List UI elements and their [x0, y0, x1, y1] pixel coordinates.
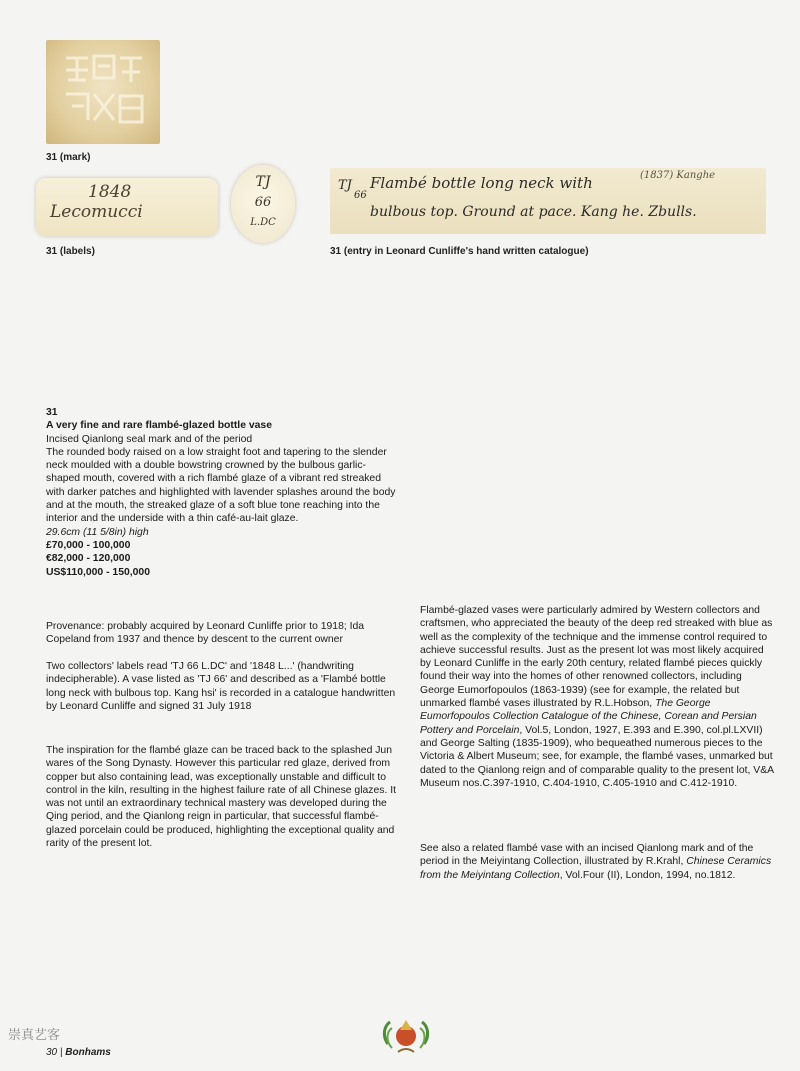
label1-line2: Lecomucci — [50, 202, 143, 222]
entry-prefix-top: TJ — [338, 178, 352, 193]
related-vase-paragraph — [420, 842, 776, 882]
related-text-a: See also a related flambé vase with an incised Qianlong mark and of the period in the Meiyintang Collection, illustrated by R.Krahl, — [420, 843, 754, 868]
lot-details — [46, 406, 398, 579]
entry-line1-right: (1837) Kanghe — [640, 170, 716, 181]
label2-line3: L.DC — [250, 217, 276, 228]
caption-mark: 31 (mark) — [46, 152, 91, 163]
collector-label-1848 — [36, 178, 218, 236]
labels-note-paragraph: Two collectors' labels read 'TJ 66 L.DC' and '1848 L...' (handwriting indecipherable). A vase listed as 'TJ 66' and described as a 'Flambé bottle long neck with bulbous top. Kang hsi' is recorded in a catalogue handwritten by Leonard Cunliffe and signed 31 July 1918 — [46, 661, 396, 712]
page-footer — [46, 1047, 111, 1058]
caption-entry: 31 (entry in Leonard Cunliffe's hand written catalogue) — [330, 246, 589, 257]
seal-glyph-icon — [58, 50, 148, 132]
related-text-b: , Vol.Four (II), London, 1994, no.1812. — [559, 869, 736, 881]
provenance-paragraph: Provenance: probably acquired by Leonard Cunliffe prior to 1918; Ida Copeland from 1937 and thence by descent to the current owner — [46, 621, 365, 646]
lot-mark: Incised Qianlong seal mark and of the period — [46, 433, 253, 445]
label2-line2: 66 — [254, 195, 272, 210]
related-book-title: Chinese Ceramics from the Meiyintang Collection — [420, 856, 772, 881]
catalogue-entry-image — [330, 168, 766, 234]
footer-brand: Bonhams — [65, 1047, 111, 1058]
collectors-text-a: Flambé-glazed vases were particularly admired by Western collectors and craftsmen, who appreciated the beauty of the deep red streaked with blue as well as the complexity of the technique and the immense control required to achieve successful results. Just as the present lot was most likely acquired by Leonard Cunliffe in the early 20th century, related flambé pieces quickly found their way into the homes of other renowned collectors, including George Eumorfopoulos (1863-1939) (see for example, the related but unmarked flambé vases illustrated by R.L.Hobson, — [420, 605, 773, 710]
inspiration-paragraph: The inspiration for the flambé glaze can be traced back to the splashed Jun wares of the Song Dynasty. However this particular red glaze, derived from copper but also containing lead, was exceptionally unstable and difficult to control in the kiln, resulting in the highest failure rate of all Chinese glazes. It was not until an extraordinary technical mastery was developed during the Qing period, and the Qianlong reign in particular, that successful flambé-glazed porcelain could be produced, highlighting the exceptional quality and rarity of the present lot. — [46, 745, 397, 850]
caption-labels: 31 (labels) — [46, 246, 95, 257]
lot-description: The rounded body raised on a low straight foot and tapering to the slender neck moulded with a double bowstring crowned by the bulbous garlic-shaped mouth, covered with a rich flambé glaze of a vibrant red streaked with darker patches and highlighted with lavender splashes around the body and at the mouth, the streaked glaze of a soft blue tone reaching into the interior and the underside with a thin café-au-lait glaze. — [46, 446, 396, 525]
estimate-gbp: £70,000 - 100,000 — [46, 539, 131, 551]
estimate-usd: US$110,000 - 150,000 — [46, 566, 150, 578]
label2-line1: TJ — [255, 174, 271, 190]
lot-dimensions: 29.6cm (11 5/8in) high — [46, 526, 149, 538]
bonhams-crest-icon — [380, 1010, 432, 1062]
collectors-paragraph — [420, 604, 776, 790]
watermark-text: 崇真艺客 — [8, 1027, 61, 1042]
collectors-text-b: , Vol.5, London, 1927, E.393 and E.390, col.pl.LXVII) and George Salting (1835-1909), who bequeathed numerous pieces to the Victoria & Albert Museum; see, for example, the flambé vases, unmarked but dated to the Qianlong reign and of comparable quality to the present lot, V&A Museum nos.C.397-1910, C.404-1910, C.405-1910 and C.412-1910. — [420, 724, 774, 789]
lot-title: A very fine and rare flambé-glazed bottle vase — [46, 420, 272, 432]
seal-mark-image — [46, 40, 160, 144]
lot-number: 31 — [46, 407, 58, 418]
entry-line1: Flambé bottle long neck with — [370, 174, 593, 192]
footer-separator: | — [59, 1047, 63, 1058]
collectors-book-title: The George Eumorfopoulos Collection Catalogue of the Chinese, Corean and Persian Pottery and Porcelain — [420, 698, 757, 736]
collector-label-tj66 — [231, 165, 295, 243]
estimate-eur: €82,000 - 120,000 — [46, 553, 131, 565]
entry-line2: bulbous top. Ground at pace. Kang he. Zbulls. — [370, 204, 697, 220]
page-number: 30 — [46, 1047, 58, 1058]
label1-line1: 1848 — [88, 182, 132, 202]
entry-prefix-bottom: 66 — [354, 190, 367, 201]
